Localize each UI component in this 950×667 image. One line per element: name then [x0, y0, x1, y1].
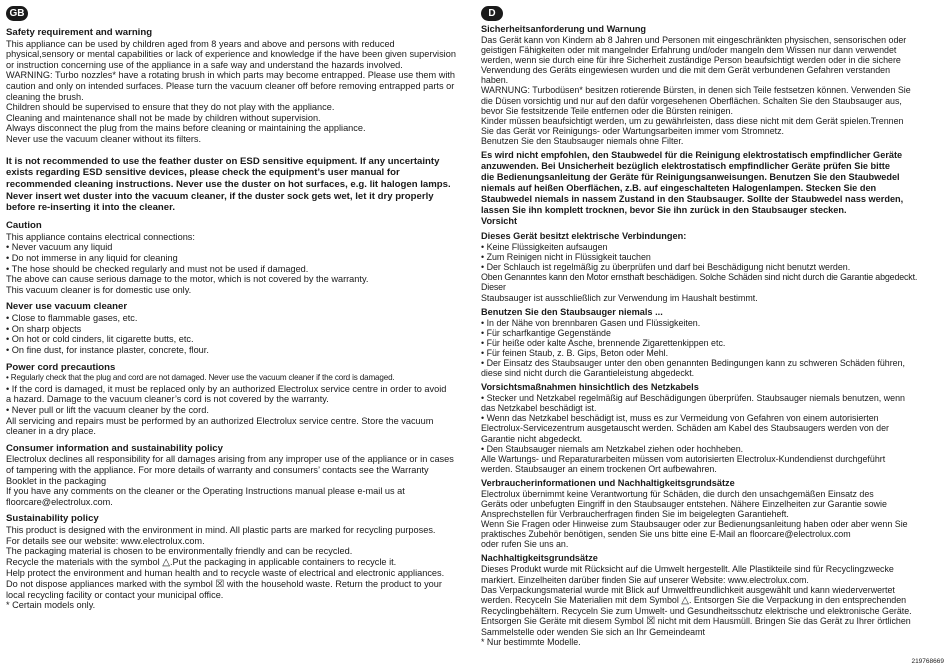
- de-consumer-line: Ansprechstellen für Verbraucherfragen finden Sie im beigelegten Garantieheft.: [481, 509, 789, 520]
- gb-sustainability-heading: Sustainability policy: [6, 513, 99, 525]
- gb-safety-line: cleaning the brush.: [6, 91, 84, 102]
- gb-safety-line: physical,sensory or mental capabilities or lack of experience and knowledge if the have been given supervision: [6, 49, 456, 60]
- gb-caution-line: • The hose should be checked regularly and must not be used if damaged.: [6, 263, 309, 274]
- de-cord-line: Alle Wartungs- und Reparaturarbeiten müssen vom autorisierten Electrolux-Kundendienst durchgeführt: [481, 453, 886, 464]
- de-cord-line: • Wenn das Netzkabel beschädigt ist, muss es zur Vermeidung von Gefahren von einem autorisierten: [481, 413, 879, 424]
- gb-weee-text: Do not dispose appliances marked with the symbol: [6, 578, 213, 589]
- gb-consumer-line: Electrolux declines all responsibility for all damages arising from any improper use of the appliance or in cases: [6, 454, 454, 465]
- gb-consumer-heading: Consumer information and sustainability policy: [6, 442, 223, 454]
- de-safety-line: Verwendung des Geräts eingewiesen wurden und die mit dem Gerät verbundenen Gefahren verstanden: [481, 65, 890, 76]
- de-weee-text: Entsorgen Sie Geräte mit diesem Symbol: [481, 615, 644, 626]
- de-safety-line: geistigen Fähigkeiten oder mit mangelnder Erfahrung und/oder mangeln dem Wissen nur dann verwendet: [481, 45, 897, 56]
- gb-esd-warning: [6, 156, 468, 215]
- de-cord-line: werden. Staubsauger an einem trockenen Ort aufbewahren.: [481, 463, 717, 474]
- de-safety-section: [481, 24, 943, 146]
- de-never-section: [481, 307, 943, 379]
- gb-safety-line: or instruction concerning use of the appliance in a safe way and understand the hazards involved.: [6, 59, 403, 70]
- de-sustainability-line: Dieses Produkt wurde mit Rücksicht auf die Umwelt hergestellt. Alle Plastikteile sind für Recyclingzwecke: [481, 564, 894, 575]
- de-safety-line: die Düsen vorsichtig und nur auf den dafür vorgesehenen Oberflächen. Schalten Sie den Staubsauger aus,: [481, 95, 902, 106]
- gb-caution-line: • Do not immerse in any liquid for cleaning: [6, 253, 178, 264]
- de-esd-line: die Bedienungsanleitung der Geräte für Reinigungsanweisungen. Benutzen Sie den Staubwedel: [481, 172, 900, 183]
- de-never-item: • Für feinen Staub, z. B. Gips, Beton oder Mehl.: [481, 347, 669, 358]
- de-never-item: • Der Einsatz des Staubsauger unter den oben genannten Bedingungen kann zu schweren Schäden führen,: [481, 357, 905, 368]
- gb-power-cord-line: cleaner in a dry place.: [6, 426, 96, 437]
- de-never-item: • Für scharfkantige Gegenstände: [481, 327, 611, 338]
- gb-esd-line: Never insert wet duster into the vacuum cleaner, if the duster sock gets wet, let it dry properly: [6, 190, 434, 202]
- gb-sustainability-section: [6, 513, 468, 610]
- gb-consumer-line: of tampering with the appliance. For more details of warranty and consumers’ contacts see the Warranty: [6, 465, 429, 476]
- de-cord-line: das Netzkabel beschädigt ist.: [481, 403, 597, 414]
- gb-sustainability-line: This product is designed with the environment in mind. All plastic parts are marked for recycling purposes.: [6, 525, 436, 536]
- de-electrical-item: • Keine Flüssigkeiten aufsaugen: [481, 242, 608, 253]
- gb-power-cord-line: All servicing and repairs must be performed by an authorized Electrolux service centre. Store the vacuum: [6, 415, 434, 426]
- de-sustainability-line: Das Verpackungsmaterial wurde mit Blick auf Umweltfreundlichkeit ausgewählt und kann wiederverwertet: [481, 584, 895, 595]
- de-sustainability-line: markiert. Einzelheiten darüber finden Sie auf unserer Website: www.electrolux.com.: [481, 574, 809, 585]
- gb-consumer-line: floorcare@electrolux.com.: [6, 496, 113, 507]
- english-column: [6, 6, 468, 611]
- de-cord-line: Garantie nicht abgedeckt.: [481, 433, 583, 444]
- de-electrical-item: • Zum Reinigen nicht in Flüssigkeit tauchen: [481, 252, 651, 263]
- gb-safety-section: [6, 27, 468, 145]
- gb-safety-line: WARNING: Turbo nozzles* have a rotating brush in which parts may become entrapped. Please use them with: [6, 70, 456, 81]
- de-electrical-section: [481, 231, 943, 303]
- gb-power-cord-heading: Power cord precautions: [6, 361, 116, 373]
- de-esd-line: lassen Sie ihn komplett trocknen, bevor Sie ihn zurück in den Staubsauger stecken.: [481, 205, 847, 216]
- de-sustainability-line: [481, 616, 943, 627]
- de-electrical-item: • Der Schlauch ist regelmäßig zu überprüfen und darf bei Beschädigung nicht benutzt werden.: [481, 262, 851, 273]
- de-electrical-heading: Dieses Gerät besitzt elektrische Verbindungen:: [481, 231, 687, 242]
- de-safety-line: WARNUNG: Turbodüsen* besitzen rotierende Bürsten, in denen sich Teile festsetzen können. Verwenden Sie: [481, 85, 911, 96]
- de-cord-line: • Stecker und Netzkabel regelmäßig auf Beschädigungen überprüfen. Staubsauger niemals benutzen, wenn: [481, 393, 905, 404]
- gb-never-use-section: [6, 301, 468, 355]
- gb-power-cord-section: [6, 362, 468, 437]
- gb-weee-text-end: with the household waste. Return the product to your: [226, 578, 442, 589]
- gb-recycle-text-end: .Put the packaging in applicable containers to recycle it.: [169, 556, 397, 567]
- de-recycle-text: werden. Recyceln Sie Materialien mit dem Symbol: [481, 594, 679, 605]
- gb-esd-line: exists regarding ESD sensitive devices, please check the equipment’s user manual for: [6, 167, 400, 179]
- de-electrical-line: Staubsauger ist ausschließlich zur Verwendung im Haushalt bestimmt.: [481, 292, 758, 303]
- gb-footnote: * Certain models only.: [6, 600, 96, 611]
- de-electrical-line: Oben Genanntes kann den Motor ernsthaft beschädigen. Solche Schäden sind nicht durch die Garantie abgedeckt. Dieser: [481, 272, 918, 293]
- de-consumer-line: Electrolux übernimmt keine Verantwortung für Schäden, die durch den unsachgemäßen Einsatz des: [481, 488, 874, 499]
- de-consumer-section: [481, 478, 943, 550]
- de-never-item: diese sind nicht durch die Garantieleistung abgedeckt.: [481, 368, 695, 379]
- gb-sustainability-line: The packaging material is chosen to be environmentally friendly and can be recycled.: [6, 546, 353, 557]
- de-sustainability-heading: Nachhaltigkeitsgrundsätze: [481, 553, 598, 564]
- de-esd-warning: [481, 150, 943, 227]
- de-sustainability-line: [481, 595, 943, 606]
- de-safety-line: bevor Sie festsitzende Teile entfernen oder die Bürsten reinigen.: [481, 105, 733, 116]
- gb-power-cord-line: • Never pull or lift the vacuum cleaner by the cord.: [6, 404, 209, 415]
- gb-caution-line: • Never vacuum any liquid: [6, 242, 113, 253]
- gb-power-cord-line: • Regularly check that the plug and cord are not damaged. Never use the vacuum cleaner if the cord is damaged.: [6, 373, 395, 383]
- recycle-icon: △: [162, 556, 170, 568]
- gb-esd-line: It is not recommended to use the feather duster on ESD sensitive equipment. If any uncertainty: [6, 155, 440, 167]
- de-safety-line: Sie das Gerät vor Reinigungs- oder Wartungsarbeiten immer vom Stromnetz.: [481, 125, 785, 136]
- document-reference-number: 219768669: [911, 658, 944, 665]
- de-sustainability-line: Sammelstelle oder wenden Sie sich an Ihr Gemeindeamt: [481, 626, 705, 637]
- gb-safety-line: This appliance can be used by children aged from 8 years and above and persons with reduced: [6, 38, 395, 49]
- gb-safety-heading: Safety requirement and warning: [6, 27, 153, 38]
- gb-caution-line: The above can cause serious damage to the motor, which is not covered by the warranty.: [6, 274, 369, 285]
- gb-never-use-item: • On fine dust, for instance plaster, concrete, flour.: [6, 344, 209, 355]
- gb-recycle-text: Recycle the materials with the symbol: [6, 556, 160, 567]
- language-badge-gb: GB: [6, 6, 28, 21]
- gb-safety-line: Cleaning and maintenance shall not be made by children without supervision.: [6, 112, 321, 123]
- crossed-out-bin-icon: ☒: [646, 615, 656, 627]
- gb-consumer-line: If you have any comments on the cleaner or the Operating Instructions manual please e-mail us at: [6, 486, 405, 497]
- de-consumer-heading: Verbraucherinformationen und Nachhaltigkeitsgrundsätze: [481, 477, 735, 488]
- de-footnote: * Nur bestimmte Modelle.: [481, 636, 581, 647]
- gb-consumer-section: [6, 443, 468, 508]
- de-cord-heading: Vorsichtsmaßnahmen hinsichtlich des Netzkabels: [481, 382, 699, 393]
- de-cord-line: Electrolux-Servicezentrum ausgetauscht werden. Schäden am Kabel des Staubsaugers werden von der: [481, 423, 889, 434]
- gb-never-use-item: • On sharp objects: [6, 323, 82, 334]
- gb-sustainability-line: [6, 579, 468, 590]
- gb-esd-line: recommended cleaning instructions. Never use the duster on hot surfaces, e.g. lit halogen lamps.: [6, 179, 451, 191]
- de-safety-line: haben.: [481, 75, 509, 86]
- de-safety-line: Das Gerät kann von Kindern ab 8 Jahren und Personen mit eingeschränkten physischen, sensorischen oder: [481, 35, 907, 45]
- gb-sustainability-line: [6, 557, 468, 568]
- crossed-out-bin-icon: ☒: [215, 578, 225, 590]
- de-esd-line: Staubwedel niemals in nassem Zustand in den Staubsauger. Sollte der Staubwedel nass werden,: [481, 194, 904, 205]
- gb-sustainability-line: For details see our website: www.electrolux.com.: [6, 535, 205, 546]
- de-never-heading: Benutzen Sie den Staubsauger niemals ...: [481, 306, 663, 317]
- gb-never-use-item: • Close to flammable gases, etc.: [6, 313, 138, 324]
- gb-safety-line: Never use the vacuum cleaner without its filters.: [6, 134, 202, 145]
- gb-safety-line: Always disconnect the plug from the mains before cleaning or maintaining the appliance.: [6, 123, 366, 134]
- de-safety-line: Kinder müssen beaufsichtigt werden, um zu gewährleisten, dass diese nicht mit dem Gerät spielen.Trennen: [481, 115, 904, 126]
- de-esd-line: anzuwenden. Bei Unsicherheit bezüglich elektrostatisch empfindlicher Geräte prüfen Sie bitte: [481, 161, 890, 172]
- de-safety-line: Benutzen Sie den Staubsauger niemals ohne Filter.: [481, 135, 684, 146]
- de-never-item: • In der Nähe von brennbaren Gasen und Flüssigkeiten.: [481, 317, 701, 328]
- de-cord-section: [481, 382, 943, 474]
- de-sustainability-section: [481, 553, 943, 647]
- gb-caution-line: This appliance contains electrical connections:: [6, 231, 195, 242]
- gb-never-use-item: • On hot or cold cinders, lit cigarette butts, etc.: [6, 334, 194, 345]
- de-never-item: • Für heiße oder kalte Asche, brennende Zigarettenkippen etc.: [481, 337, 726, 348]
- de-safety-heading: Sicherheitsanforderung und Warnung: [481, 24, 647, 34]
- de-weee-text-end: nicht mit dem Hausmüll. Bringen Sie das Gerät zu Ihrer örtlichen: [657, 615, 911, 626]
- de-sustainability-line: Recyclingbehältern. Recyceln Sie zum Umwelt- und Gesundheitsschutz elektrische und elektronische Geräte.: [481, 605, 912, 616]
- de-consumer-line: oder rufen Sie uns an.: [481, 539, 569, 550]
- gb-safety-line: caution and only on intended surfaces. Please turn the vacuum cleaner off before removing entrapped parts or: [6, 81, 455, 92]
- gb-caution-line: This vacuum cleaner is for domestic use only.: [6, 284, 192, 295]
- de-caution-heading: Vorsicht: [481, 216, 518, 227]
- gb-consumer-line: Booklet in the packaging: [6, 475, 107, 486]
- de-recycle-text-end: . Entsorgen Sie die Verpackung in den entsprechenden: [688, 594, 907, 605]
- german-column: [481, 6, 943, 647]
- de-consumer-line: Geräts oder unbefugten Eingriff in den Staubsauger entstehen. Nähere Einzelheiten zur Garantie sowie: [481, 499, 887, 509]
- gb-power-cord-line: • If the cord is damaged, it must be replaced only by an authorized Electrolux service centre in order to avoid: [6, 383, 447, 394]
- gb-power-cord-line: a hazard. Damage to the vacuum cleaner’s cord is not covered by the warranty.: [6, 394, 329, 405]
- gb-esd-line: before re-inserting it into the cleaner.: [6, 202, 175, 214]
- de-consumer-line: praktisches Zubehör benötigen, senden Sie uns bitte eine E-Mail an floorcare@electrolux.com: [481, 529, 851, 540]
- de-esd-line: niemals auf heißen Oberflächen, z.B. auf eingeschalteten Halogenlampen. Stecken Sie den: [481, 183, 877, 194]
- language-badge-de: D: [481, 6, 503, 21]
- gb-caution-section: [6, 220, 468, 295]
- gb-safety-line: Children should be supervised to ensure that they do not play with the appliance.: [6, 102, 335, 113]
- gb-caution-heading: Caution: [6, 220, 42, 232]
- de-esd-line: Es wird nicht empfohlen, den Staubwedel für die Reinigung elektrostatisch empfindlicher Geräte: [481, 150, 903, 161]
- gb-sustainability-line: local recycling facility or contact your municipal office.: [6, 589, 224, 600]
- de-consumer-line: Wenn Sie Fragen oder Hinweise zum Staubsauger oder zur Bedienungsanleitung haben oder aber wenn Sie: [481, 519, 908, 530]
- de-safety-line: werden, wenn sie durch eine für ihre Sicherheit zuständige Person beaufsichtigt werden oder in die sichere: [481, 55, 901, 66]
- gb-sustainability-line: Help protect the environment and human health and to recycle waste of electrical and electronic appliances.: [6, 567, 445, 578]
- gb-never-use-heading: Never use vacuum cleaner: [6, 301, 128, 313]
- de-cord-line: • Den Staubsauger niemals am Netzkabel ziehen oder hochheben.: [481, 443, 744, 454]
- recycle-icon: △: [681, 594, 689, 606]
